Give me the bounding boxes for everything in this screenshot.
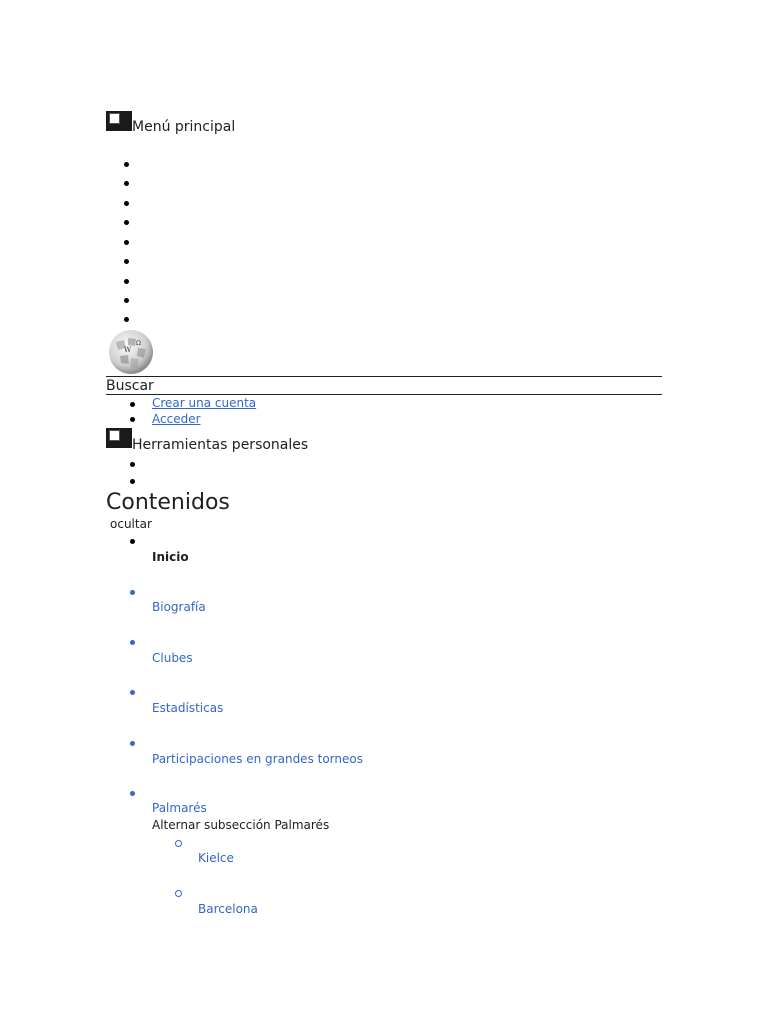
toc-hide-button[interactable]: ocultar — [110, 517, 152, 531]
wikipedia-globe-icon[interactable] — [106, 328, 156, 376]
toc-item-palmares[interactable]: Palmarés — [152, 801, 207, 815]
toc-title: Contenidos — [106, 490, 230, 515]
login-link[interactable]: Acceder — [152, 412, 201, 426]
search-top-divider — [106, 376, 662, 377]
list-item[interactable] — [130, 479, 135, 484]
main-menu-checkbox[interactable] — [106, 111, 132, 131]
list-bullet — [130, 690, 135, 695]
list-bullet — [130, 791, 135, 796]
search-label[interactable]: Buscar — [106, 378, 154, 394]
list-item[interactable] — [124, 162, 129, 167]
personal-tools-checkbox[interactable] — [106, 428, 132, 448]
toggle-palmares-button[interactable]: Alternar subsección Palmarés — [152, 818, 330, 832]
toc-item-clubes[interactable]: Clubes — [152, 651, 193, 665]
personal-tools-label[interactable]: Herramientas personales — [132, 437, 309, 453]
svg-text:Ω: Ω — [136, 340, 141, 347]
list-bullet — [130, 539, 135, 544]
list-bullet — [130, 402, 135, 407]
list-item[interactable] — [124, 201, 129, 206]
toc-item-biografia[interactable]: Biografía — [152, 600, 206, 614]
list-item[interactable] — [124, 181, 129, 186]
toc-item-inicio[interactable]: Inicio — [152, 550, 189, 564]
create-account-link[interactable]: Crear una cuenta — [152, 396, 257, 410]
list-item[interactable] — [124, 298, 129, 303]
list-item[interactable] — [130, 462, 135, 467]
list-bullet — [175, 840, 182, 847]
list-bullet — [130, 590, 135, 595]
toc-item-participaciones[interactable]: Participaciones en grandes torneos — [152, 752, 363, 766]
list-item[interactable] — [124, 240, 129, 245]
list-item[interactable] — [124, 259, 129, 264]
list-bullet — [130, 741, 135, 746]
list-item[interactable] — [124, 317, 129, 322]
toc-subitem-barcelona[interactable]: Barcelona — [198, 902, 258, 916]
toc-subitem-kielce[interactable]: Kielce — [198, 851, 234, 865]
svg-text:W: W — [124, 346, 132, 354]
list-bullet — [175, 890, 182, 897]
search-bottom-divider — [106, 394, 662, 395]
list-bullet — [130, 640, 135, 645]
list-item[interactable] — [124, 220, 129, 225]
list-bullet — [130, 417, 135, 422]
list-item[interactable] — [124, 279, 129, 284]
toc-item-estadisticas[interactable]: Estadísticas — [152, 701, 224, 715]
main-menu-label[interactable]: Menú principal — [132, 119, 236, 135]
